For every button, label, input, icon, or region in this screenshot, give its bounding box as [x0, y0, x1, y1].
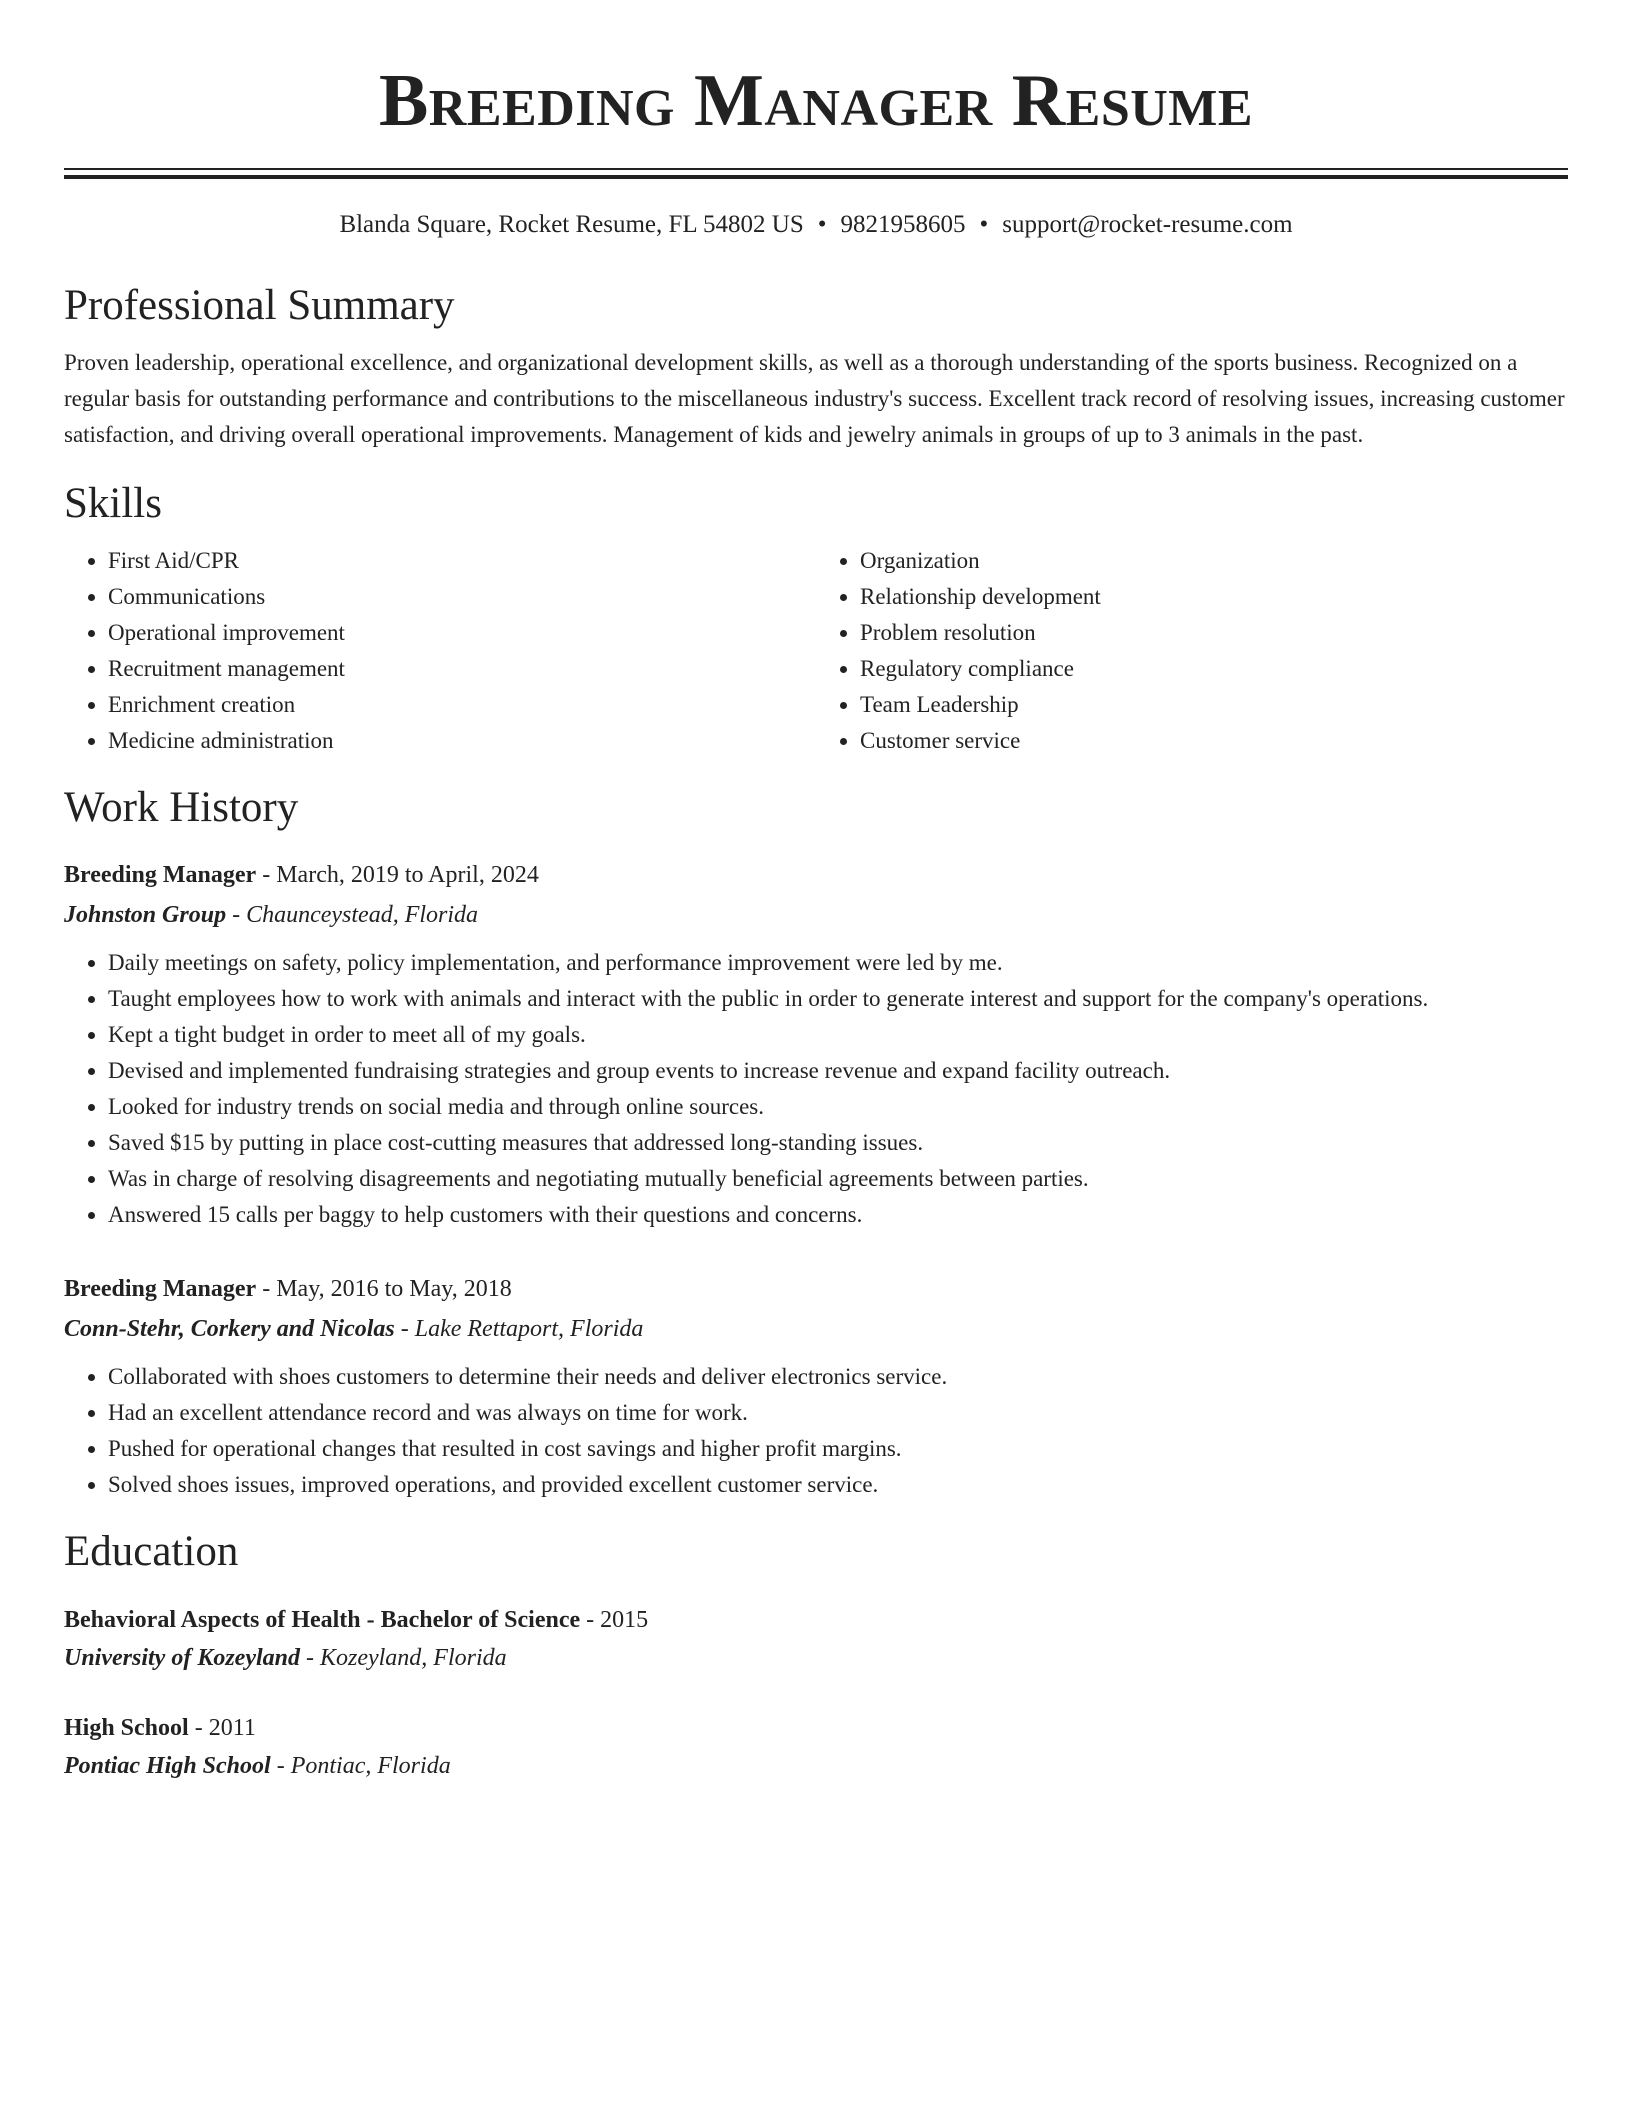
education-year: 2015: [600, 1607, 649, 1633]
education-school: Pontiac High School: [64, 1753, 271, 1779]
education-year: 2011: [208, 1715, 256, 1741]
education-degree: High School: [64, 1715, 189, 1741]
skills-column-right: [816, 543, 1568, 759]
job-dash: -: [256, 862, 277, 888]
skill-item: • Medicine administration: [108, 723, 816, 759]
job-dates: May, 2016 to May, 2018: [276, 1276, 512, 1302]
education-dash: -: [270, 1753, 291, 1779]
job-company: Johnston Group: [64, 902, 227, 928]
contact-separator: •: [979, 211, 989, 238]
skill-item: • Team Leadership: [860, 687, 1568, 723]
job-bullet-list: [64, 1359, 1568, 1503]
job-title-line: [64, 1269, 1568, 1309]
skill-item: • Problem resolution: [860, 615, 1568, 651]
education-degree-line: [64, 1601, 1568, 1639]
contact-separator: •: [817, 211, 827, 238]
list-item: • Taught employees how to work with animals and interact with the public in order to generate interest and support for the company's operations.: [108, 981, 1568, 1017]
list-item: • Pushed for operational changes that resulted in cost savings and higher profit margins.: [108, 1431, 1568, 1467]
job-entry: [64, 855, 1568, 1233]
skill-item: • Customer service: [860, 723, 1568, 759]
job-dash: -: [226, 902, 247, 928]
job-entry: [64, 1269, 1568, 1503]
education-dash: -: [188, 1715, 209, 1741]
list-item: • Collaborated with shoes customers to determine their needs and deliver electronics service.: [108, 1359, 1568, 1395]
summary-heading: Professional Summary: [64, 282, 455, 329]
list-item: • Solved shoes issues, improved operations, and provided excellent customer service.: [108, 1467, 1568, 1503]
list-item: • Daily meetings on safety, policy implementation, and performance improvement were led by me.: [108, 945, 1568, 981]
education-dash: -: [580, 1607, 601, 1633]
job-dash: -: [394, 1316, 415, 1342]
page-title: Breeding Manager Resume: [378, 60, 1254, 142]
skill-item: • Recruitment management: [108, 651, 816, 687]
skills-heading: Skills: [64, 480, 162, 527]
contact-email: support@rocket-resume.com: [1002, 211, 1293, 238]
education-degree-line: [64, 1709, 1568, 1747]
list-item: • Kept a tight budget in order to meet all of my goals.: [108, 1017, 1568, 1053]
job-company: Conn-Stehr, Corkery and Nicolas: [64, 1316, 395, 1342]
job-dash: -: [256, 1276, 277, 1302]
contact-line: [64, 209, 1568, 241]
education-school: University of Kozeyland: [64, 1645, 300, 1671]
list-item: • Devised and implemented fundraising strategies and group events to increase revenue and expand facility outreach.: [108, 1053, 1568, 1089]
job-bullet-list: [64, 945, 1568, 1233]
skill-item: • Organization: [860, 543, 1568, 579]
job-location: Chaunceystead, Florida: [246, 902, 479, 928]
education-location: Kozeyland, Florida: [319, 1645, 507, 1671]
education-school-line: [64, 1639, 1568, 1677]
education-dash: -: [299, 1645, 320, 1671]
job-title-line: [64, 855, 1568, 895]
job-dates: March, 2019 to April, 2024: [276, 862, 539, 888]
job-location: Lake Rettaport, Florida: [414, 1316, 644, 1342]
list-item: • Answered 15 calls per baggy to help customers with their questions and concerns.: [108, 1197, 1568, 1233]
contact-address: Blanda Square, Rocket Resume, FL 54802 US: [339, 211, 804, 238]
job-company-line: [64, 895, 1568, 935]
skills-list: [64, 543, 1568, 759]
education-entry: [64, 1601, 1568, 1677]
skill-item: • Enrichment creation: [108, 687, 816, 723]
education-location: Pontiac, Florida: [290, 1753, 451, 1779]
job-company-line: [64, 1309, 1568, 1349]
skill-item: • Operational improvement: [108, 615, 816, 651]
work-history-heading: Work History: [64, 784, 299, 831]
list-item: • Saved $15 by putting in place cost-cutting measures that addressed long-standing issues.: [108, 1125, 1568, 1161]
list-item: • Was in charge of resolving disagreements and negotiating mutually beneficial agreements between parties.: [108, 1161, 1568, 1197]
education-degree: Behavioral Aspects of Health - Bachelor of Science: [64, 1607, 581, 1633]
skill-item: • Relationship development: [860, 579, 1568, 615]
contact-phone: 9821958605: [840, 211, 966, 238]
job-title: Breeding Manager: [64, 1276, 257, 1302]
education-entry: [64, 1709, 1568, 1785]
education-heading: Education: [64, 1528, 239, 1575]
job-title: Breeding Manager: [64, 862, 257, 888]
skill-item: • Regulatory compliance: [860, 651, 1568, 687]
list-item: • Looked for industry trends on social media and through online sources.: [108, 1089, 1568, 1125]
title-divider: [64, 168, 1568, 179]
skill-item: • Communications: [108, 579, 816, 615]
skills-column-left: [64, 543, 816, 759]
education-school-line: [64, 1747, 1568, 1785]
list-item: • Had an excellent attendance record and was always on time for work.: [108, 1395, 1568, 1431]
summary-text: Proven leadership, operational excellence, and organizational development skills, as well as a thorough understanding of the sports business. Recognized on a regular basis for outstanding performance and contributions to the miscellaneous industry's success. Excellent track record of resolving issues, increasing customer satisfaction, and driving overall operational improvements. Management of kids and jewelry animals in groups of up to 3 animals in the past.: [64, 350, 1565, 447]
skill-item: • First Aid/CPR: [108, 543, 816, 579]
